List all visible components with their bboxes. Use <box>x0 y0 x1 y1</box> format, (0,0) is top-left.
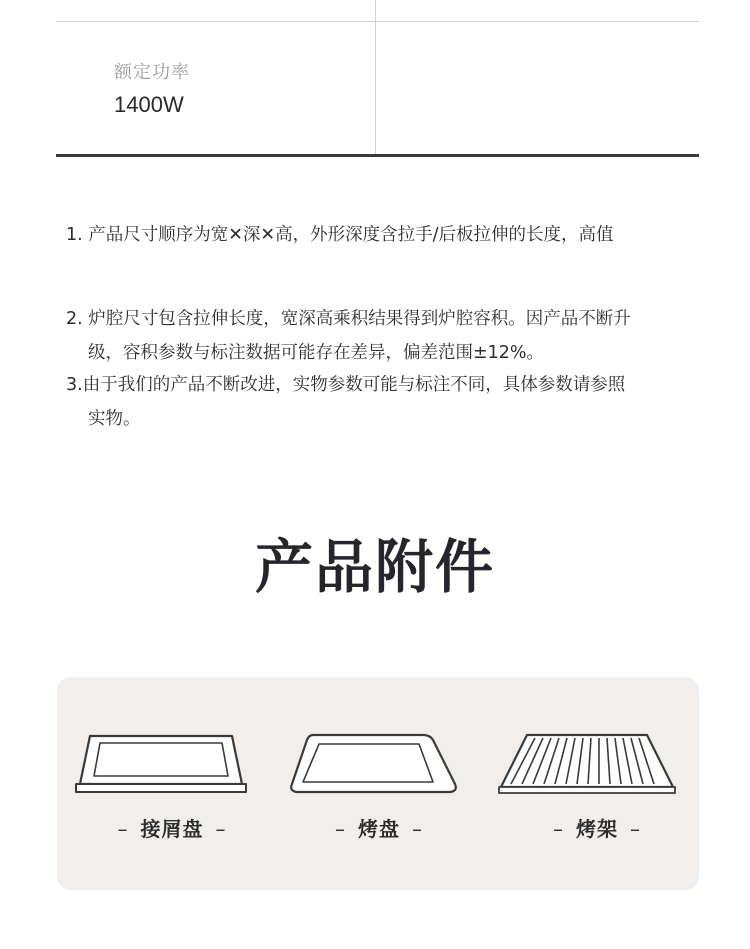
table-divider-top <box>56 21 699 22</box>
caption-dash: – <box>117 817 129 841</box>
crumb-tray-icon <box>72 732 250 798</box>
note-text: 2. 炉腔尺寸包含拉伸长度，宽深高乘积结果得到炉腔容积。因产品不断升 <box>66 309 631 329</box>
note-text: 3.由于我们的产品不断改进，实物参数可能与标注不同，具体参数请参照 <box>66 375 626 395</box>
wire-rack-icon <box>497 732 677 798</box>
caption-dash: – <box>629 817 641 841</box>
note-item <box>66 368 696 436</box>
accessory-wire-rack <box>497 677 697 890</box>
caption-dash: – <box>553 817 565 841</box>
accessory-label: 烤盘 <box>358 817 400 841</box>
note-text: 1. 产品尺寸顺序为宽✕深✕高，外形深度含拉手/后板拉伸的长度，高值 <box>66 225 614 245</box>
caption-dash: – <box>335 817 347 841</box>
accessory-caption <box>72 813 272 842</box>
table-divider-vertical <box>375 0 376 155</box>
accessory-caption <box>279 813 479 842</box>
accessory-caption <box>497 813 697 842</box>
accessory-label: 烤架 <box>576 817 618 841</box>
spec-table <box>56 0 699 157</box>
section-title: 产品附件 <box>254 533 495 601</box>
accessory-label: 接屑盘 <box>140 817 204 841</box>
table-bottom-rule <box>56 154 699 157</box>
note-item <box>66 218 613 252</box>
note-text-continued: 级，容积参数与标注数据可能存在差异，偏差范围±12%。 <box>88 343 545 363</box>
spec-value: 1400W <box>114 92 184 117</box>
note-text-continued: 实物。 <box>88 409 141 429</box>
accessories-panel <box>57 677 699 890</box>
note-item <box>66 302 696 370</box>
accessory-baking-tray <box>279 677 479 890</box>
caption-dash: – <box>411 817 423 841</box>
accessory-crumb-tray <box>72 677 272 890</box>
baking-tray-icon <box>279 732 457 798</box>
caption-dash: – <box>215 817 227 841</box>
spec-label: 额定功率 <box>114 62 190 83</box>
